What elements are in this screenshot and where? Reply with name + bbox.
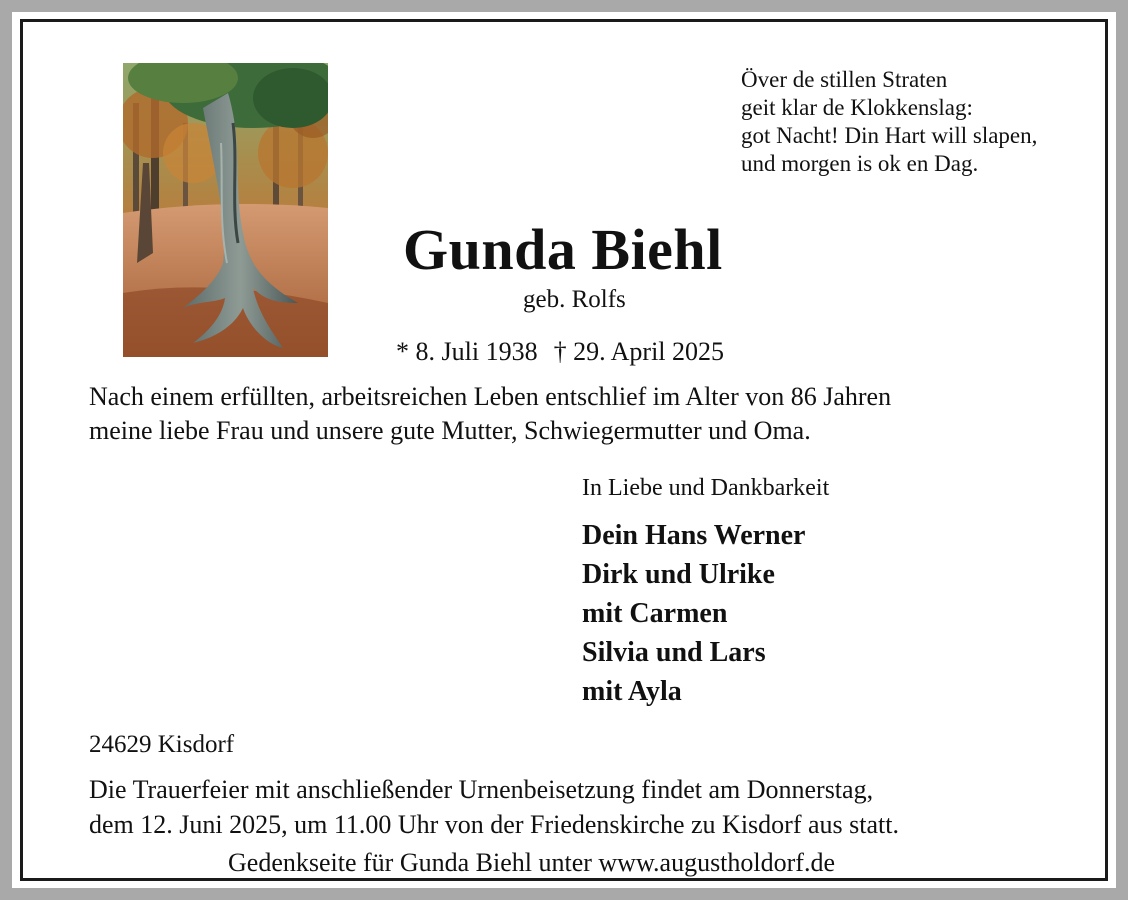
ceremony-line: dem 12. Juni 2025, um 11.00 Uhr von der Friedenskirche zu Kisdorf aus statt. [89,810,899,839]
mourners-list [582,516,805,711]
life-dates [396,337,724,367]
poem-line: got Nacht! Din Hart will slapen, [741,123,1038,148]
birth-date: * 8. Juli 1938 [396,337,538,366]
poem [741,66,1037,178]
mourner-name: Dirk und Ulrike [582,559,775,590]
page-background [12,12,1116,888]
death-date: † 29. April 2025 [553,337,725,366]
mourner-name: Silvia und Lars [582,637,766,668]
mourner-name: Dein Hans Werner [582,520,806,551]
poem-line: und morgen is ok en Dag. [741,151,979,176]
poem-line: geit klar de Klokkenslag: [741,95,973,120]
birth-name: geb. Rolfs [523,286,626,313]
announcement-line: Nach einem erfüllten, arbeitsreichen Leben entschlief im Alter von 86 Jahren [89,382,892,411]
ceremony-text [89,772,899,842]
place: 24629 Kisdorf [89,731,235,758]
tree-painting-image [123,63,328,357]
announcement-line: meine liebe Frau und unsere gute Mutter, Schwiegermutter und Oma. [89,416,811,445]
mourners-intro: In Liebe und Dankbarkeit [582,475,830,501]
mourner-name: mit Carmen [582,598,728,629]
poem-line: Över de stillen Straten [741,67,948,92]
memorial-note: Gedenkseite für Gunda Biehl unter www.augustholdorf.de [228,848,835,877]
deceased-name: Gunda Biehl [403,217,723,282]
ceremony-line: Die Trauerfeier mit anschließender Urnenbeisetzung findet am Donnerstag, [89,775,874,804]
announcement-text [89,380,891,448]
mourner-name: mit Ayla [582,676,682,707]
obituary-frame [20,19,1108,881]
